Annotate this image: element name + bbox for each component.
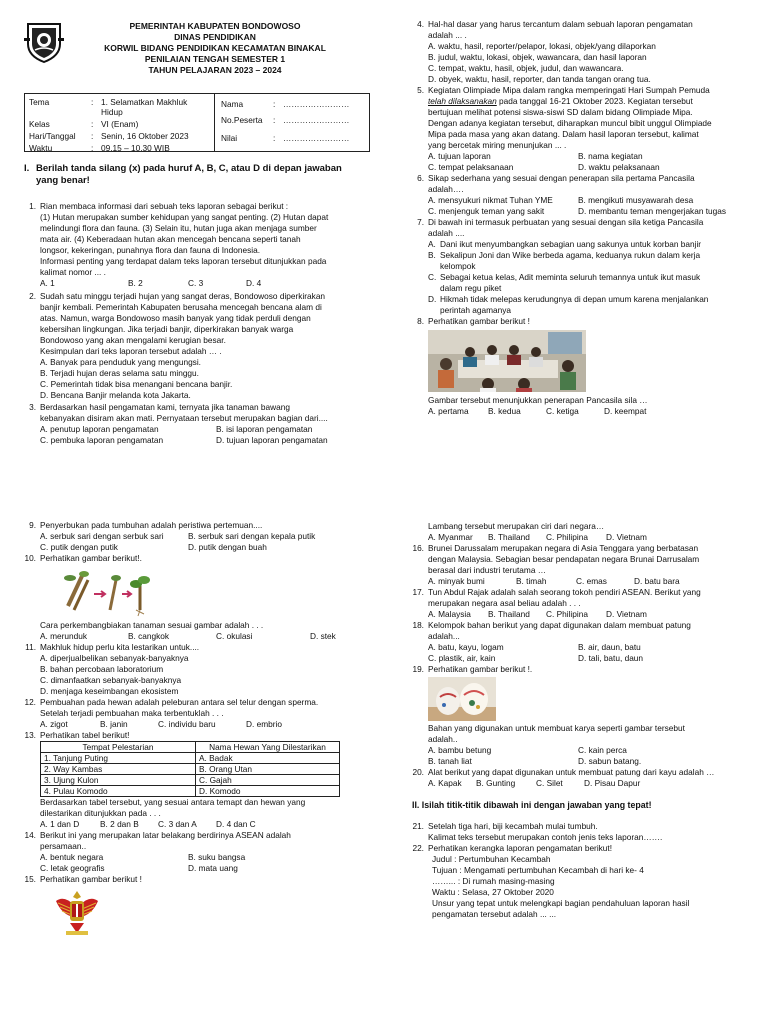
question-6: 6. Sikap sederhana yang sesuai dengan penerapan sila pertama Pancasila adalah…. A. mensyukuri nikmat Tuhan YME B. mengikuti musyawarah desa C. menjenguk teman yang sakit D. membantu teman mengerjakan tugas bbox=[417, 173, 727, 216]
question-4: 4. Hal-hal dasar yang harus tercantum dalam sebuah laporan pengamatan adalah ... . A. waktu, hasil, reporter/pelapor, lokasi, objek/yang dilaporkan B. judul, waktu, lokasi, objek, wawancara, dan hasil laporan C. tempat, waktu, hasil, objek, judul, dan wawancara. D. obyek, waktu, hasil, reporter, dan tanda tangan orang tua. bbox=[408, 19, 760, 85]
q17-option-c[interactable]: C. Philipina bbox=[546, 609, 588, 619]
q17-option-a[interactable]: A. Malaysia bbox=[428, 609, 471, 619]
q18-option-c[interactable]: C. plastik, air, kain bbox=[428, 653, 496, 663]
section-1-heading: I. Berilah tanda silang (x) pada huruf A, B, C, atau D di depan jawaban yang benar! bbox=[24, 163, 342, 186]
student-info-box bbox=[24, 93, 370, 152]
question-1: 1. Rian membaca informasi dari sebuah teks laporan sebagai berikut : (1) Hutan merupakan sumber kehidupan yang sangat penting. (2) Hutan dapat melindungi flora dan fauna. (3) Selain itu, hutan juga akan menjaga sumber mata air. (4) Keberadaan hutan akan mencegah bencana seperti tanah longsor, kekeringan, punahnya flora dan fauna di Indonesia. Informasi penting yang terdapat dalam teks laporan tersebut ditunjukkan pada kalimat nomor ... . A. 1 B. 2 C. 3 D. 4 bbox=[20, 201, 370, 289]
garuda-emblem bbox=[52, 887, 102, 939]
waktu-label: Waktu bbox=[29, 143, 53, 153]
q14-option-d[interactable]: D. mata uang bbox=[188, 863, 238, 873]
italic-phrase: telah dilaksanakan bbox=[428, 96, 497, 106]
student-identity-table: Nama : …………………… No.Peserta : …………………… Nilai : …………………… bbox=[219, 98, 367, 144]
q20-option-b[interactable]: B. Gunting bbox=[476, 778, 516, 788]
q5-option-b[interactable]: B. nama kegiatan bbox=[578, 151, 643, 161]
q6-option-d[interactable]: D. membantu teman mengerjakan tugas bbox=[578, 206, 727, 216]
q11-option-b[interactable]: B. bahan percobaan laboratorium bbox=[40, 664, 164, 674]
kelas-label: Kelas bbox=[29, 119, 50, 129]
q12-option-d[interactable]: D. embrio bbox=[246, 719, 282, 729]
letterhead bbox=[70, 21, 360, 76]
q4-option-a[interactable]: A. waktu, hasil, reporter/pelapor, lokasi, objek/yang dilaporkan bbox=[428, 41, 656, 51]
hari-value: Senin, 16 Oktober 2023 bbox=[101, 131, 189, 141]
q14-option-a[interactable]: A. bentuk negara bbox=[40, 852, 104, 862]
q4-option-b[interactable]: B. judul, waktu, lokasi, objek, wawancara, dan hasil laporan bbox=[428, 52, 647, 62]
q13-option-b[interactable]: B. 2 dan B bbox=[100, 819, 139, 829]
q18-option-b[interactable]: B. air, daun, batu bbox=[578, 642, 641, 652]
header-line-1: PEMERINTAH KABUPATEN BONDOWOSO bbox=[129, 21, 301, 31]
q10-option-b[interactable]: B. cangkok bbox=[128, 631, 170, 641]
nopeserta-field[interactable]: …………………… bbox=[283, 115, 350, 125]
question-11: 11. Makhluk hidup perlu kita lestarikan untuk.... A. diperjualbelikan sebanyak-banyaknya B. bahan percobaan laboratorium C. dimanfaatkan sebanyak-banyaknya D. menjaga keseimbangan ekosistem bbox=[20, 642, 380, 697]
q8-option-c[interactable]: C. ketiga bbox=[546, 406, 579, 416]
q15-option-b[interactable]: B. Thailand bbox=[488, 532, 530, 542]
q5-option-c[interactable]: C. tempat pelaksanaan bbox=[428, 162, 514, 172]
q8-option-a[interactable]: A. pertama bbox=[428, 406, 469, 416]
q1-option-d[interactable]: D. 4 bbox=[246, 278, 262, 288]
q9-option-b[interactable]: B. serbuk sari dengan kepala putik bbox=[188, 531, 316, 541]
q1-option-a[interactable]: A. 1 bbox=[40, 278, 55, 288]
q2-option-b[interactable]: B. Terjadi hujan deras selama satu minggu. bbox=[40, 368, 199, 378]
q6-option-a[interactable]: A. mensyukuri nikmat Tuhan YME bbox=[428, 195, 553, 205]
question-9: 9. Penyerbukan pada tumbuhan adalah peristiwa pertemuan.... A. serbuk sari dengan serbuk sari B. serbuk sari dengan kepala putik C. putik dengan putik D. putik dengan buah bbox=[29, 520, 316, 552]
q8-option-b[interactable]: B. kedua bbox=[488, 406, 521, 416]
question-7: 7. Di bawah ini termasuk perbuatan yang sesuai dengan sila ketiga Pancasila adalah .... A. Dani ikut menyumbangkan sebagian uang sakunya untuk korban banjir B. Sekalipun Joni dan Wike berbeda agama, keduanya rukun dalam kerja kelompok C. Sebagai ketua kelas, Adit meminta seluruh temannya untuk ikut masuk dalam regu piket D. Hikmah tidak melepas kerudungnya di depan umum karena menjalankan perintah agamanya bbox=[408, 217, 760, 316]
nama-field[interactable]: …………………… bbox=[283, 99, 350, 109]
question-20: 20. Alat berikut yang dapat digunakan untuk membuat patung dari kayu adalah … A. Kapak B. Gunting C. Silet D. Pisau Dapur bbox=[412, 767, 715, 788]
meeting-photo bbox=[428, 330, 586, 392]
q19-option-b[interactable]: C. kain perca bbox=[578, 745, 627, 755]
right-column-bottom bbox=[408, 521, 760, 920]
q9-option-a[interactable]: A. serbuk sari dengan serbuk sari bbox=[40, 531, 164, 541]
q16-option-b[interactable]: B. timah bbox=[516, 576, 547, 586]
question-13: 13. Perhatikan tabel berikut! Tempat Pelestarian Nama Hewan Yang Dilestarikan 1. Tanjung Puting A. Badak 2. Way Kambas B. Orang Utan 3. Ujung Kulon C. Gajah 4. Pulau Komodo D. Komodo Berdasarkan tabel tersebut, yang sesuai antara temapt dan hewan yang dilestarikan ditunjukkan pada . . . A. 1 dan D B. 2 dan B C. 3 dan A D. 4 dan C bbox=[20, 730, 380, 830]
q15-option-a[interactable]: A. Myanmar bbox=[428, 532, 473, 542]
q5-option-d[interactable]: D. waktu pelaksanaan bbox=[578, 162, 660, 172]
q19-option-d[interactable]: D. sabun batang. bbox=[578, 756, 642, 766]
section-2-heading: II. Isilah titik-titik dibawah ini dengan jawaban yang tepat! bbox=[412, 800, 652, 810]
waktu-value: 09.15 – 10.30 WIB bbox=[101, 143, 170, 153]
q15-option-c[interactable]: C. Philipina bbox=[546, 532, 588, 542]
q17-option-b[interactable]: B. Thailand bbox=[488, 609, 530, 619]
header-line-5: TAHUN PELAJARAN 2023 – 2024 bbox=[148, 65, 282, 75]
table-header-animal: Nama Hewan Yang Dilestarikan bbox=[196, 742, 340, 753]
kelas-value: VI (Enam) bbox=[101, 119, 139, 129]
question-2: 2. Sudah satu minggu terjadi hujan yang sangat deras, Bondowoso diperkirakan banjir kembali. Pemerintah Kabupaten berusaha mencegah bencana alam di atas. Namun, warga Bondowoso masih banyak yang tidak perduli dengan kebersihan lingkungan. Jika terjadi banjir, diperkirakan banyak warga Bondowoso yang akan mengalami kerugian besar. Kesimpulan dari teks laporan tersebut adalah … . A. Banyak para penduduk yang mengungsi. B. Terjadi hujan deras selama satu minggu. C. Pemerintah tidak bisa menangani bencana banjir. D. Bencana Banjir melanda kota Jakarta. bbox=[20, 291, 370, 401]
q17-option-d[interactable]: D. Vietnam bbox=[606, 609, 647, 619]
question-22: 22. Perhatikan kerangka laporan pengamatan berikut! Judul : Pertumbuhan Kecambah Tujuan : Mengamati pertumbuhan Kecambah di hari ke- 4 ……... : Di rumah masing-masing Waktu : Selasa, 27 Oktober 2020 Unsur yang tepat untuk melengkapi bagian pendahuluan laporan hasil pengamatan tersebut adalah ... ... bbox=[412, 843, 690, 919]
q19-option-a[interactable]: A. bambu betung bbox=[428, 745, 492, 755]
q12-option-b[interactable]: B. janin bbox=[100, 719, 128, 729]
table-row: 4. Pulau Komodo D. Komodo bbox=[41, 786, 340, 797]
q1-option-c[interactable]: C. 3 bbox=[188, 278, 204, 288]
q9-option-c[interactable]: C. putik dengan putik bbox=[40, 542, 118, 552]
hari-label: Hari/Tanggal bbox=[29, 131, 76, 141]
q20-option-d[interactable]: D. Pisau Dapur bbox=[584, 778, 641, 788]
q11-option-a[interactable]: A. diperjualbelikan sebanyak-banyaknya bbox=[40, 653, 189, 663]
exam-info-table: Tema : 1. Selamatkan Makhluk Hidup Kelas : VI (Enam) Hari/Tanggal : Senin, 16 Oktober 2023 Waktu : 09.15 – 10.30 WIB bbox=[27, 96, 213, 154]
q2-option-a[interactable]: A. Banyak para penduduk yang mengungsi. bbox=[40, 357, 201, 367]
q5-option-a[interactable]: A. tujuan laporan bbox=[428, 151, 491, 161]
q3-option-a[interactable]: A. penutup laporan pengamatan bbox=[40, 424, 159, 434]
question-5: 5. Kegiatan Olimpiade Mipa dalam rangka memperingati Hari Sumpah Pemuda telah dilaksanakan pada tanggal 16-21 Oktober 2023. Kegiatan tersebut bertujuan melihat potensi siswa-siswi SD dalam bidang Olimpiade Mipa. Dengan adanya kegiatan tersebut, diharapkan muncul bibit unggul Olimpiade Mipa pada masa yang akan datang. Dalam hasil laporan tersebut, kalimat yang bercetak miring menunjukan ... . A. tujuan laporan B. nama kegiatan C. tempat pelaksanaan D. waktu pelaksanaan bbox=[417, 85, 712, 172]
q12-option-a[interactable]: A. zigot bbox=[40, 719, 68, 729]
question-10: 10. Perhatikan gambar berikut!. Cara perkembangbiakan tanaman sesuai gambar adalah . . . A. merunduk B. cangkok C. okulasi D. stek bbox=[24, 553, 336, 641]
nama-label: Nama bbox=[221, 99, 244, 109]
q10-option-c[interactable]: C. okulasi bbox=[216, 631, 253, 641]
q7-option-d[interactable]: D. Hikmah tidak melepas kerudungnya di depan umum karena menjalankan perintah agamanya bbox=[428, 294, 709, 315]
table-row: 1. Tanjung Puting A. Badak bbox=[41, 753, 340, 764]
q14-option-c[interactable]: C. letak geografis bbox=[40, 863, 105, 873]
q16-option-c[interactable]: C. emas bbox=[576, 576, 607, 586]
table-row: 3. Ujung Kulon C. Gajah bbox=[41, 775, 340, 786]
conservation-table bbox=[40, 741, 340, 797]
q2-option-c[interactable]: C. Pemerintah tidak bisa menangani bencana banjir. bbox=[40, 379, 233, 389]
q13-option-a[interactable]: A. 1 dan D bbox=[40, 819, 80, 829]
left-column-bottom bbox=[20, 520, 380, 939]
header-line-3: KORWIL BIDANG PENDIDIKAN KECAMATAN BINAKAL bbox=[104, 43, 326, 53]
q10-option-d[interactable]: D. stek bbox=[310, 631, 336, 641]
q16-option-d[interactable]: D. batu bara bbox=[634, 576, 680, 586]
right-column-top bbox=[408, 19, 760, 417]
q4-option-d[interactable]: D. obyek, waktu, hasil, reporter, dan tanda tangan orang tua. bbox=[428, 74, 651, 84]
q12-option-c[interactable]: C. individu baru bbox=[158, 719, 216, 729]
q13-option-d[interactable]: D. 4 dan C bbox=[216, 819, 256, 829]
question-3: 3. Berdasarkan hasil pengamatan kami, ternyata jika tanaman bawang kebanyakan disiram akan mati. Pernyataan tersebut merupakan bagian dari.... A. penutup laporan pengamatan B. isi laporan pengamatan C. pembuka laporan pengamatan D. tujuan laporan pengamatan bbox=[29, 402, 328, 445]
q3-option-b[interactable]: B. isi laporan pengamatan bbox=[216, 424, 313, 434]
question-18: 18. Kelompok bahan berikut yang dapat digunakan dalam membuat patung adalah... A. batu, kayu, logam B. air, daun, batu C. plastik, air, kain D. tali, batu, daun bbox=[412, 620, 691, 663]
q11-option-c[interactable]: C. dimanfaatkan sebanyak-banyaknya bbox=[40, 675, 182, 685]
q19-option-c[interactable]: B. tanah liat bbox=[428, 756, 472, 766]
question-8: 8. Perhatikan gambar berikut ! Gambar tersebut menunjukkan penerapan Pancasila sila … A. pertama B. kedua C. ketiga D. keempat bbox=[417, 316, 648, 416]
q7-option-b[interactable]: B. Sekalipun Joni dan Wike berbeda agama, keduanya rukun dalam kerja kelompok bbox=[428, 250, 701, 271]
q15-continuation: Lambang tersebut merupakan ciri dari negara… bbox=[428, 521, 605, 531]
table-row: 2. Way Kambas B. Orang Utan bbox=[41, 764, 340, 775]
q2-option-d[interactable]: D. Bencana Banjir melanda kota Jakarta. bbox=[40, 390, 191, 400]
craft-photo bbox=[428, 677, 496, 721]
q3-option-d[interactable]: D. tujuan laporan pengamatan bbox=[216, 435, 328, 445]
nopeserta-label: No.Peserta bbox=[221, 115, 263, 125]
q6-option-c[interactable]: C. menjenguk teman yang sakit bbox=[428, 206, 545, 216]
tema-label: Tema bbox=[29, 97, 50, 107]
question-16: 16. Brunei Darussalam merupakan negara di Asia Tenggara yang berbatasan dengan Malaysia. Sebagian besar pendapatan negara Brunai Darrusalam berasal dari industri terutama … A. minyak bumi B. timah C. emas D. batu bara bbox=[412, 543, 700, 586]
q8-option-d[interactable]: D. keempat bbox=[604, 406, 647, 416]
question-17: 17. Tun Abdul Rajak adalah salah seorang tokoh pendiri ASEAN. Berikut yang merupakan negara asal beliau adalah . . . A. Malaysia B. Thailand C. Philipina D. Vietnam bbox=[412, 587, 701, 619]
q16-option-a[interactable]: A. minyak bumi bbox=[428, 576, 485, 586]
q15-option-d[interactable]: D. Vietnam bbox=[606, 532, 647, 542]
header-line-2: DINAS PENDIDIKAN bbox=[174, 32, 256, 42]
q3-option-c[interactable]: C. pembuka laporan pengamatan bbox=[40, 435, 164, 445]
q10-option-a[interactable]: A. merunduk bbox=[40, 631, 88, 641]
q14-option-b[interactable]: B. suku bangsa bbox=[188, 852, 246, 862]
q20-option-a[interactable]: A. Kapak bbox=[428, 778, 462, 788]
question-12: 12. Pembuahan pada hewan adalah peleburan antara sel telur dengan sperma. Setelah terjadi pembuahan maka terbentuklah . . . A. zigot B. janin C. individu baru D. embrio bbox=[24, 697, 319, 729]
q9-option-d[interactable]: D. putik dengan buah bbox=[188, 542, 267, 552]
nilai-label: Nilai bbox=[221, 133, 238, 143]
plant-cutting-image bbox=[60, 566, 150, 618]
question-14: 14. Berikut ini yang merupakan latar belakang berdirinya ASEAN adalah persamaan.. A. bentuk negara B. suku bangsa C. letak geografis D. mata uang bbox=[24, 830, 291, 873]
q7-option-a[interactable]: A. Dani ikut menyumbangkan sebagian uang sakunya untuk korban banjir bbox=[428, 239, 702, 249]
question-15: 15. Perhatikan gambar berikut ! bbox=[20, 874, 380, 939]
q6-option-b[interactable]: B. mengikuti musyawarah desa bbox=[578, 195, 694, 205]
q1-options bbox=[20, 278, 370, 289]
q1-option-b[interactable]: B. 2 bbox=[128, 278, 143, 288]
q11-option-d[interactable]: D. menjaga keseimbangan ekosistem bbox=[40, 686, 179, 696]
header-line-4: PENILAIAN TENGAH SEMESTER 1 bbox=[144, 54, 286, 64]
question-21: 21. Setelah tiga hari, biji kecambah mulai tumbuh. Kalimat teks tersebut merupakan contoh jenis teks laporan……. bbox=[412, 821, 663, 842]
q4-option-c[interactable]: C. tempat, waktu, hasil, objek, judul, dan wawancara. bbox=[428, 63, 624, 73]
tema-value: 1. Selamatkan Makhluk Hidup bbox=[101, 97, 188, 117]
q18-option-a[interactable]: A. batu, kayu, logam bbox=[428, 642, 504, 652]
q7-option-c[interactable]: C. Sebagai ketua kelas, Adit meminta seluruh temannya untuk ikut masuk dalam regu piket bbox=[428, 272, 701, 293]
q20-option-c[interactable]: C. Silet bbox=[536, 778, 563, 788]
table-header-place: Tempat Pelestarian bbox=[41, 742, 196, 753]
nilai-field[interactable]: …………………… bbox=[283, 133, 350, 143]
q13-option-c[interactable]: C. 3 dan A bbox=[158, 819, 197, 829]
left-column-top bbox=[20, 197, 370, 446]
school-logo bbox=[22, 20, 66, 64]
question-19: 19. Perhatikan gambar berikut !. Bahan yang digunakan untuk membuat karya seperti gambar tersebut adalah.. A. bambu betung C. kain perca B. tanah liat D. sabun batang. bbox=[412, 664, 685, 766]
q18-option-d[interactable]: D. tali, batu, daun bbox=[578, 653, 644, 663]
